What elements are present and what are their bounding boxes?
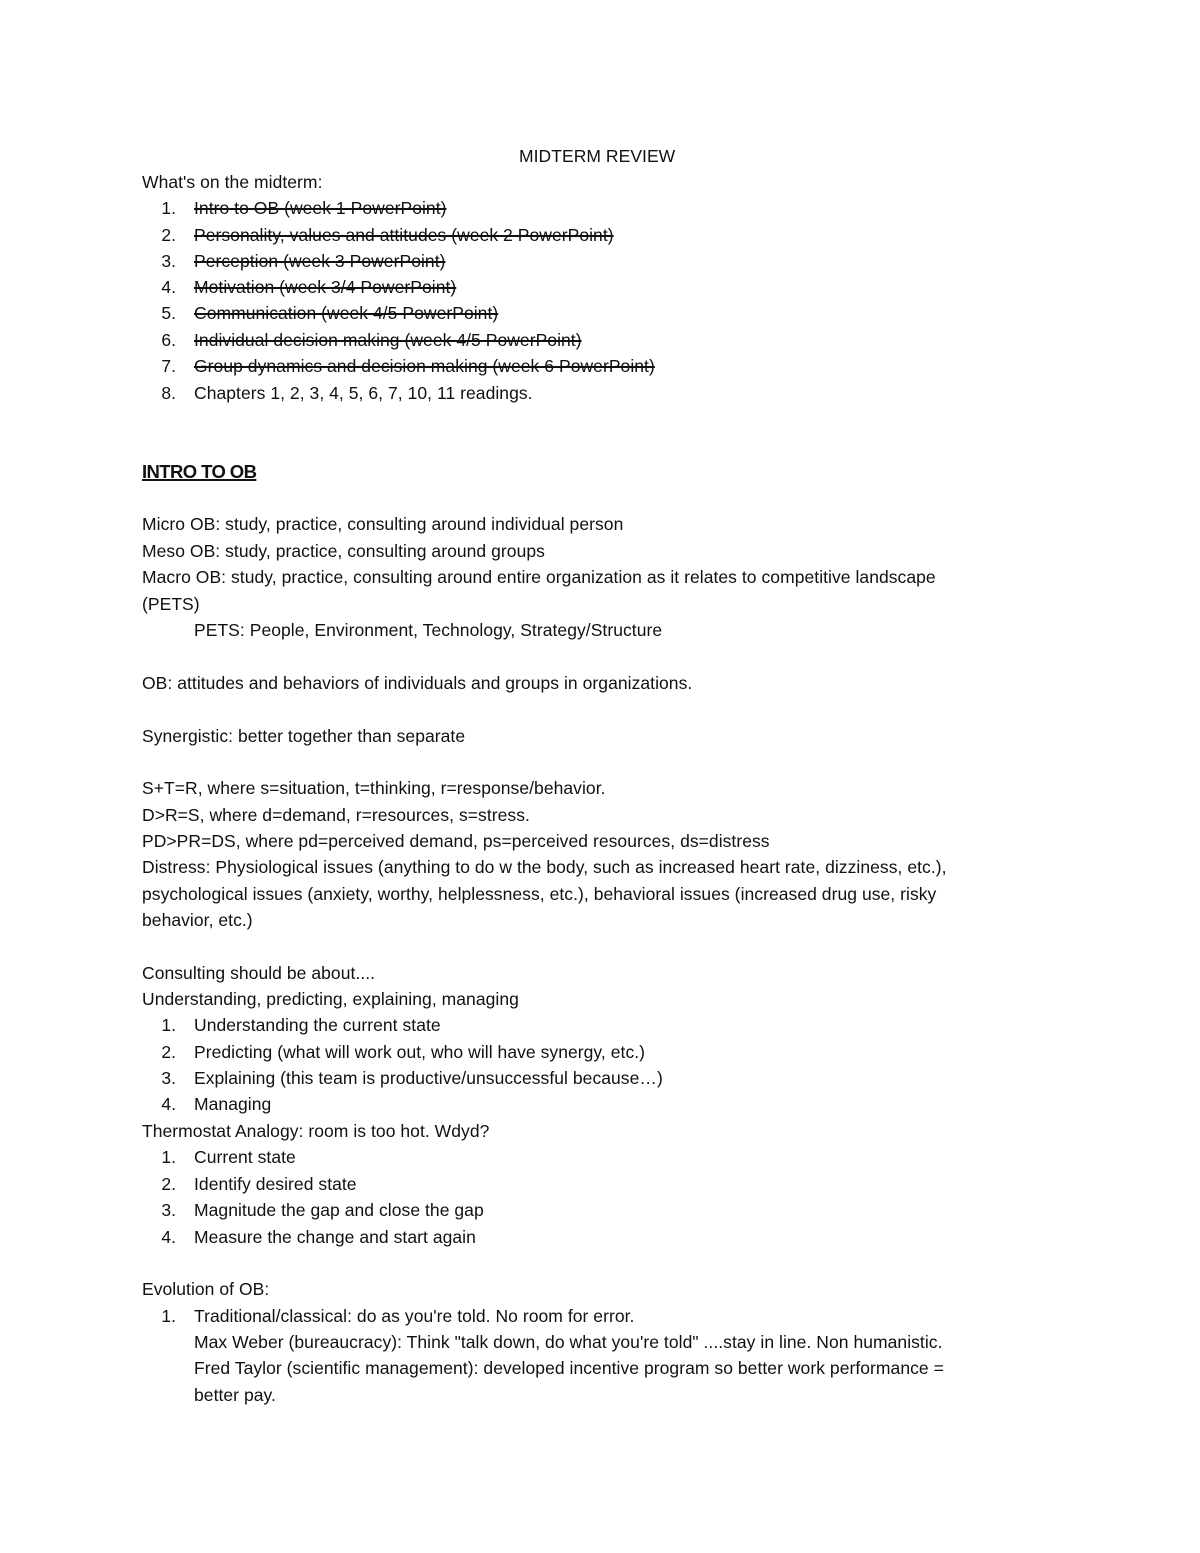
list-item: Identify desired state — [194, 1174, 357, 1194]
list-number: 1. — [161, 1015, 176, 1035]
list-number: 6. — [161, 330, 176, 350]
list-number: 3. — [161, 1068, 176, 1088]
list-number: 3. — [161, 1200, 176, 1220]
list-number: 2. — [161, 225, 176, 245]
list-item: Measure the change and start again — [194, 1227, 476, 1247]
micro-ob-line: Micro OB: study, practice, consulting around individual person — [142, 514, 624, 534]
list-number: 1. — [161, 1147, 176, 1167]
evolution-heading: Evolution of OB: — [142, 1279, 270, 1299]
topic-item-strikethrough: Personality, values and attitudes (week 2 PowerPoint) — [194, 225, 614, 245]
topic-item-strikethrough: Individual decision making (week 4/5 PowerPoint) — [194, 330, 582, 350]
list-number: 7. — [161, 356, 176, 376]
section-heading: INTRO TO OB — [142, 461, 257, 482]
topic-item-strikethrough: Intro to OB (week 1 PowerPoint) — [194, 198, 447, 218]
thermostat-line: Thermostat Analogy: room is too hot. Wdyd? — [142, 1121, 490, 1141]
formula-drs: D>R=S, where d=demand, r=resources, s=stress. — [142, 805, 530, 825]
macro-ob-line-continued: (PETS) — [142, 594, 200, 614]
list-number: 5. — [161, 303, 176, 323]
distress-line: behavior, etc.) — [142, 910, 253, 930]
list-number: 4. — [161, 1227, 176, 1247]
taylor-line-continued: better pay. — [194, 1385, 276, 1405]
synergistic-definition: Synergistic: better together than separate — [142, 726, 466, 746]
topic-item-strikethrough: Motivation (week 3/4 PowerPoint) — [194, 277, 457, 297]
macro-ob-line: Macro OB: study, practice, consulting around entire organization as it relates to competitive landscape — [142, 567, 936, 587]
meso-ob-line: Meso OB: study, practice, consulting around groups — [142, 541, 545, 561]
topic-item-strikethrough: Group dynamics and decision making (week 6 PowerPoint) — [194, 356, 655, 376]
list-number: 1. — [161, 198, 176, 218]
consulting-line: Consulting should be about.... — [142, 963, 376, 983]
document-title: MIDTERM REVIEW — [519, 146, 676, 166]
list-number: 2. — [161, 1042, 176, 1062]
list-item: Current state — [194, 1147, 296, 1167]
formula-pdprds: PD>PR=DS, where pd=perceived demand, ps=perceived resources, ds=distress — [142, 831, 770, 851]
pets-definition: PETS: People, Environment, Technology, Strategy/Structure — [194, 620, 663, 640]
list-item: Traditional/classical: do as you're told. No room for error. — [194, 1306, 635, 1326]
topic-item-strikethrough: Perception (week 3 PowerPoint) — [194, 251, 446, 271]
weber-line: Max Weber (bureaucracy): Think "talk down, do what you're told" ....stay in line. Non humanistic. — [194, 1332, 943, 1352]
list-item: Explaining (this team is productive/unsuccessful because…) — [194, 1068, 663, 1088]
list-item: Managing — [194, 1094, 272, 1114]
list-item: Predicting (what will work out, who will have synergy, etc.) — [194, 1042, 646, 1062]
distress-line: psychological issues (anxiety, worthy, helplessness, etc.), behavioral issues (increased drug use, risky — [142, 884, 937, 904]
distress-line: Distress: Physiological issues (anything to do w the body, such as increased heart rate, dizziness, etc.), — [142, 857, 947, 877]
list-item: Magnitude the gap and close the gap — [194, 1200, 484, 1220]
list-item: Understanding the current state — [194, 1015, 441, 1035]
list-number: 4. — [161, 1094, 176, 1114]
midterm-intro-text: What's on the midterm: — [142, 172, 323, 192]
taylor-line: Fred Taylor (scientific management): developed incentive program so better work performance = — [194, 1358, 944, 1378]
topic-item: Chapters 1, 2, 3, 4, 5, 6, 7, 10, 11 readings. — [194, 383, 533, 403]
list-number: 8. — [161, 383, 176, 403]
topic-item-strikethrough: Communication (week 4/5 PowerPoint) — [194, 303, 499, 323]
list-number: 2. — [161, 1174, 176, 1194]
ob-definition: OB: attitudes and behaviors of individuals and groups in organizations. — [142, 673, 693, 693]
list-number: 4. — [161, 277, 176, 297]
formula-str: S+T=R, where s=situation, t=thinking, r=response/behavior. — [142, 778, 606, 798]
list-number: 1. — [161, 1306, 176, 1326]
list-number: 3. — [161, 251, 176, 271]
upem-line: Understanding, predicting, explaining, managing — [142, 989, 519, 1009]
